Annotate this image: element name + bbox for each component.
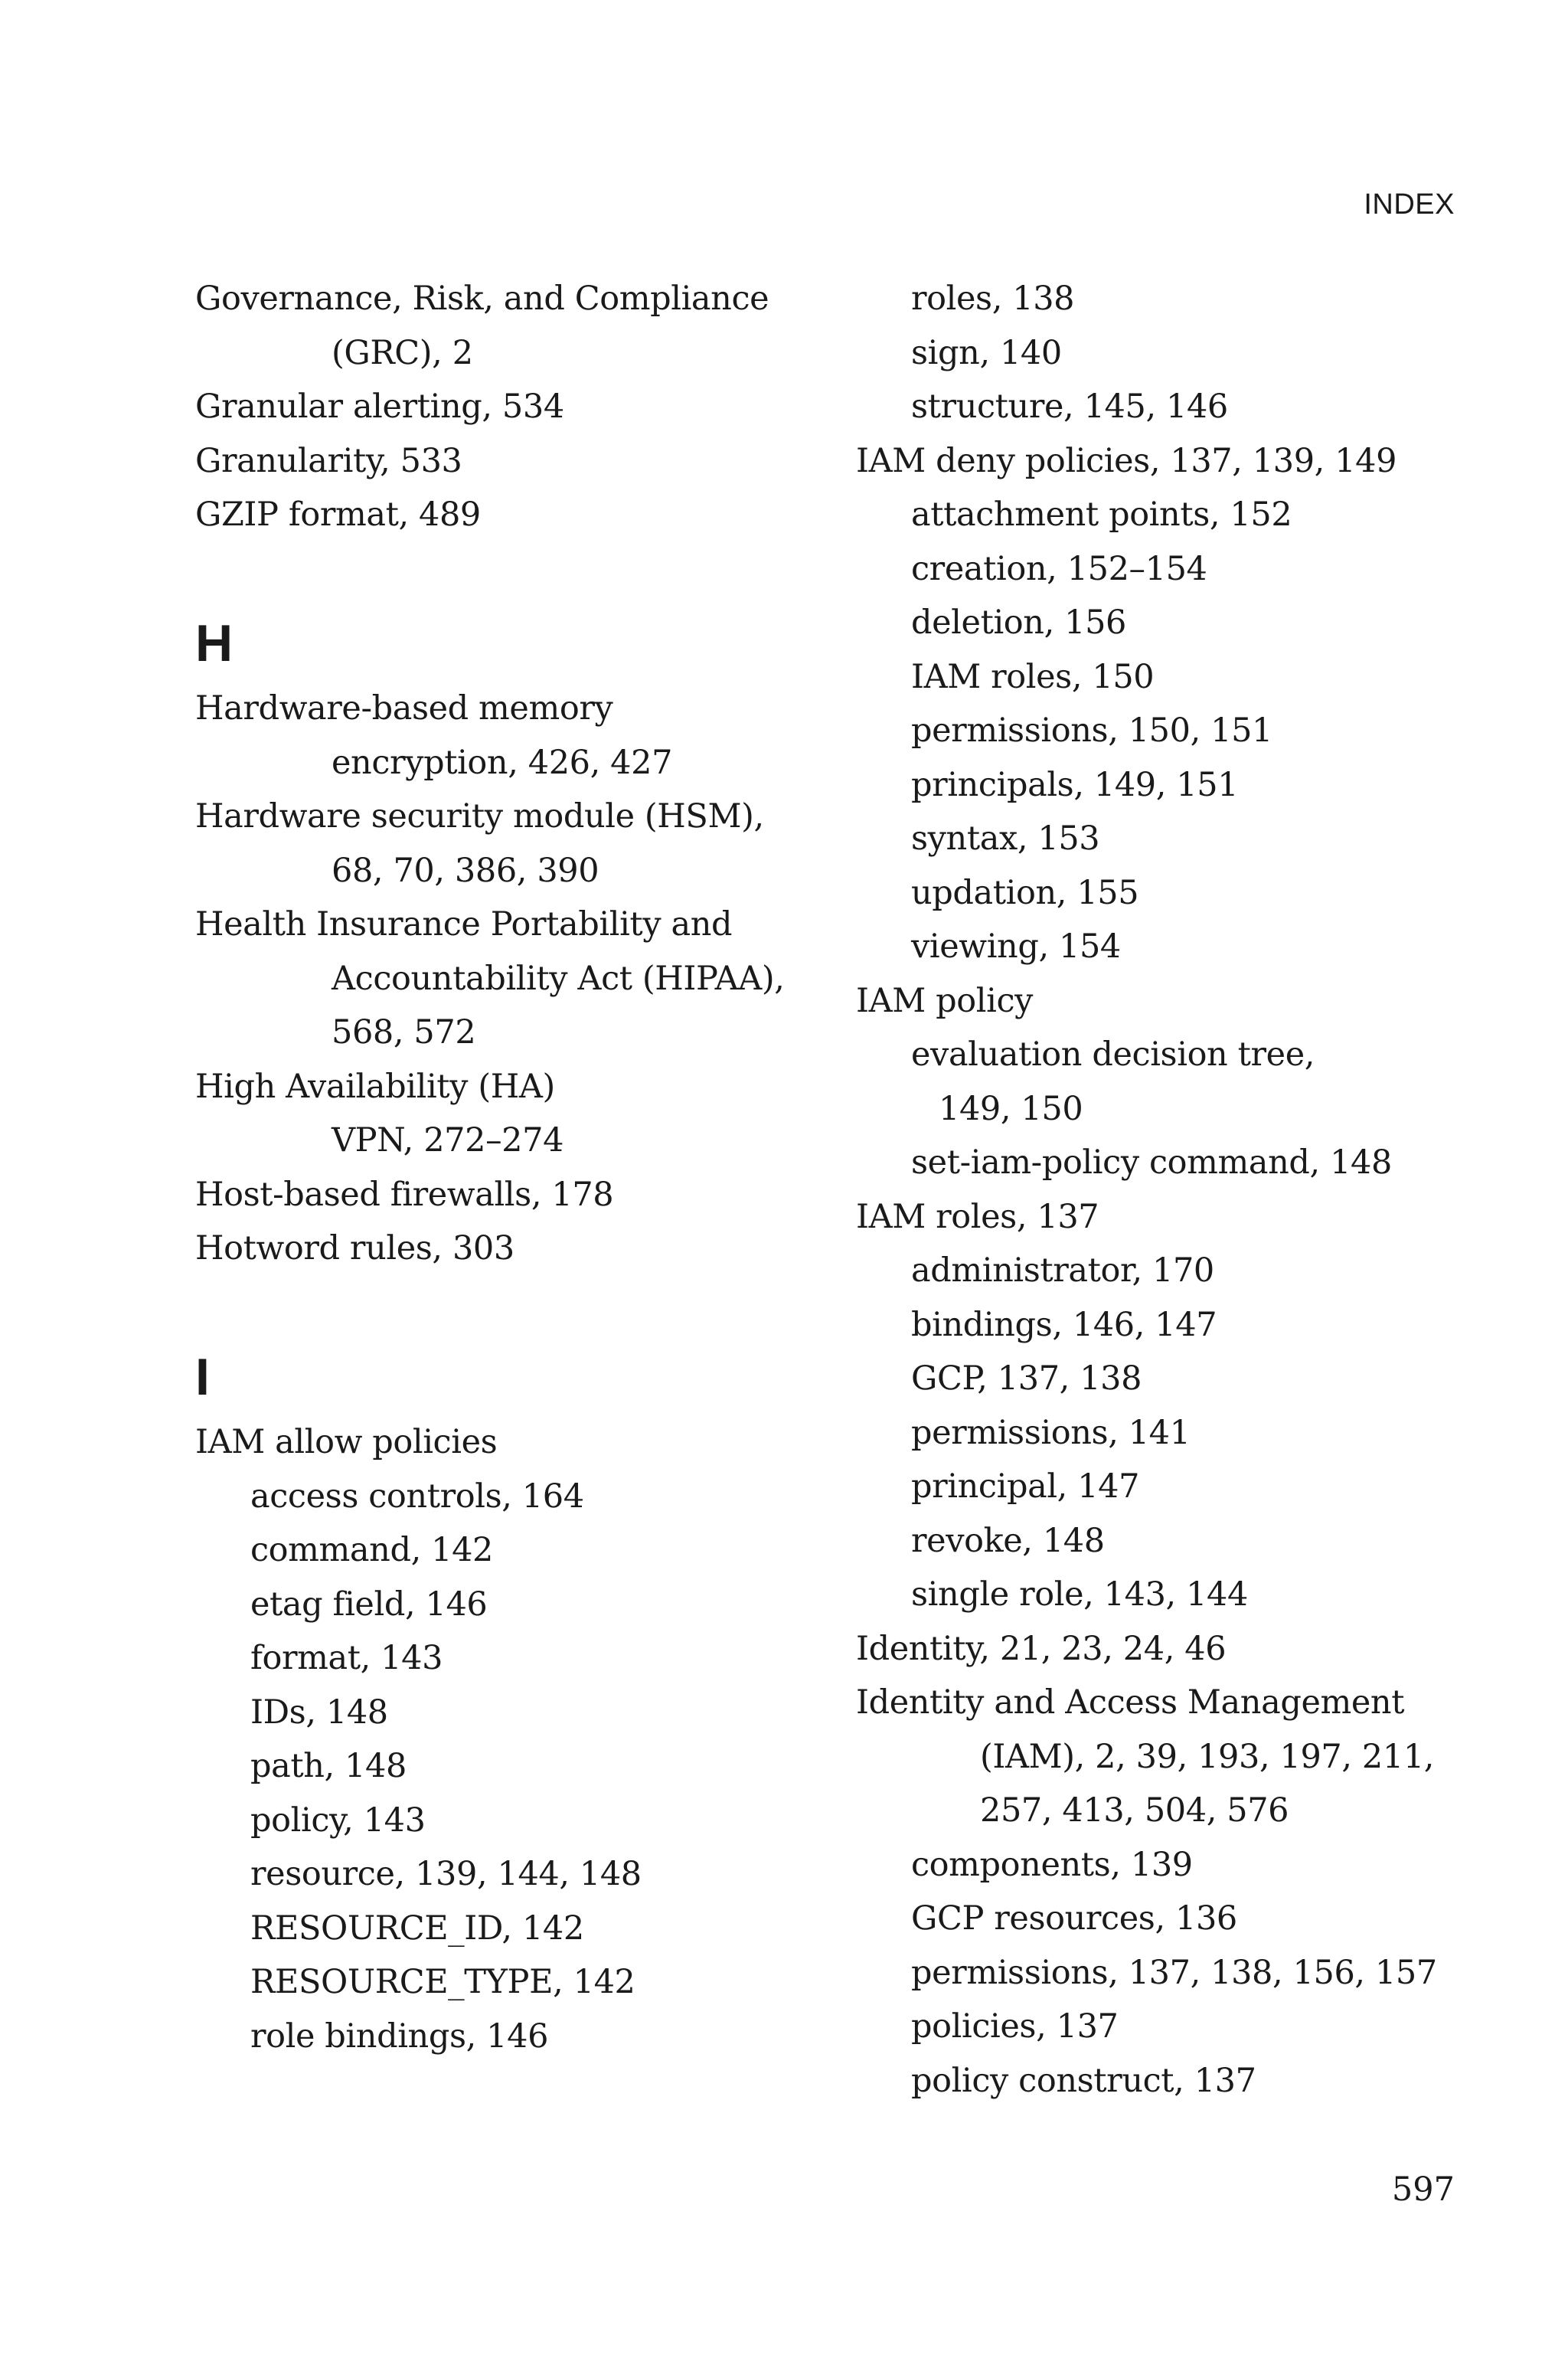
index-entry: Host-based firewalls, 178 — [195, 1175, 614, 1214]
index-entry-continuation: Accountability Act (HIPAA), — [332, 959, 785, 998]
index-column-right — [856, 272, 1468, 2108]
index-entry-continuation: 149, 150 — [939, 1089, 1083, 1128]
index-subentry: IAM roles, 150 — [911, 657, 1155, 696]
page-number: 597 — [1391, 2170, 1455, 2209]
index-entry: Health Insurance Portability and — [195, 905, 733, 944]
index-subentry: RESOURCE_TYPE, 142 — [250, 1963, 635, 2001]
index-subentry: command, 142 — [250, 1531, 493, 1569]
index-subentry: format, 143 — [250, 1639, 443, 1677]
index-entry: Hardware security module (HSM), — [195, 797, 764, 836]
index-subentry: policy, 143 — [250, 1801, 426, 1840]
index-entry: Hardware-based memory — [195, 689, 613, 728]
index-subentry: policies, 137 — [911, 2007, 1119, 2046]
index-subentry: access controls, 164 — [250, 1477, 584, 1516]
index-entry: IAM deny policies, 137, 139, 149 — [856, 441, 1397, 480]
index-subentry: resource, 139, 144, 148 — [250, 1855, 642, 1893]
index-entry-continuation: 68, 70, 386, 390 — [332, 851, 599, 890]
index-subentry: updation, 155 — [911, 873, 1139, 912]
index-subentry: creation, 152–154 — [911, 549, 1207, 588]
index-subentry: permissions, 150, 151 — [911, 711, 1273, 750]
index-entry: IAM roles, 137 — [856, 1197, 1099, 1236]
index-subentry: roles, 138 — [911, 280, 1075, 318]
index-subentry: evaluation decision tree, — [911, 1035, 1315, 1074]
index-subentry: etag field, 146 — [250, 1585, 488, 1624]
index-subentry: attachment points, 152 — [911, 496, 1292, 534]
index-entry: IAM allow policies — [195, 1423, 498, 1461]
index-subentry: GCP resources, 136 — [911, 1899, 1237, 1938]
index-subentry: viewing, 154 — [911, 927, 1121, 966]
index-subentry: role bindings, 146 — [250, 2017, 549, 2056]
index-subentry: deletion, 156 — [911, 603, 1126, 642]
index-subentry: sign, 140 — [911, 333, 1062, 372]
index-entry: Granular alerting, 534 — [195, 388, 564, 426]
section-letter-heading: I — [195, 1348, 210, 1406]
index-entry: Hotword rules, 303 — [195, 1229, 514, 1268]
index-subentry: GCP, 137, 138 — [911, 1359, 1142, 1398]
section-letter-heading: H — [195, 614, 233, 672]
index-entry-continuation: 568, 572 — [332, 1013, 476, 1052]
index-column-left — [195, 272, 831, 2063]
index-subentry: policy construct, 137 — [911, 2061, 1256, 2100]
index-entry-continuation: 257, 413, 504, 576 — [980, 1791, 1289, 1830]
section-spacer — [195, 542, 831, 597]
index-entry: Identity, 21, 23, 24, 46 — [856, 1629, 1227, 1668]
section-spacer — [195, 1276, 831, 1330]
index-subentry: permissions, 137, 138, 156, 157 — [911, 1953, 1437, 1992]
index-subentry: set-iam-policy command, 148 — [911, 1143, 1392, 1182]
index-entry: IAM policy — [856, 981, 1034, 1020]
index-subentry: administrator, 170 — [911, 1251, 1214, 1290]
index-entry-continuation: (GRC), 2 — [332, 333, 473, 372]
index-subentry: principal, 147 — [911, 1467, 1140, 1506]
index-subentry: structure, 145, 146 — [911, 388, 1228, 426]
index-subentry: revoke, 148 — [911, 1521, 1105, 1560]
index-subentry: path, 148 — [250, 1747, 407, 1785]
index-subentry: syntax, 153 — [911, 819, 1100, 858]
index-entry: Identity and Access Management — [856, 1683, 1405, 1722]
running-head: INDEX — [1364, 188, 1455, 221]
index-subentry: components, 139 — [911, 1845, 1193, 1884]
index-subentry: RESOURCE_ID, 142 — [250, 1909, 584, 1948]
index-entry: Governance, Risk, and Compliance — [195, 280, 769, 318]
index-subentry: IDs, 148 — [250, 1693, 388, 1732]
index-subentry: bindings, 146, 147 — [911, 1305, 1217, 1344]
index-entry-continuation: VPN, 272–274 — [332, 1121, 564, 1160]
index-subentry: single role, 143, 144 — [911, 1575, 1248, 1614]
index-subentry: principals, 149, 151 — [911, 765, 1239, 804]
index-entry: High Availability (HA) — [195, 1067, 555, 1106]
index-subentry: permissions, 141 — [911, 1413, 1191, 1452]
index-entry: GZIP format, 489 — [195, 496, 481, 534]
index-entry-continuation: (IAM), 2, 39, 193, 197, 211, — [980, 1737, 1435, 1776]
index-entry-continuation: encryption, 426, 427 — [332, 743, 673, 782]
index-entry: Granularity, 533 — [195, 441, 462, 480]
